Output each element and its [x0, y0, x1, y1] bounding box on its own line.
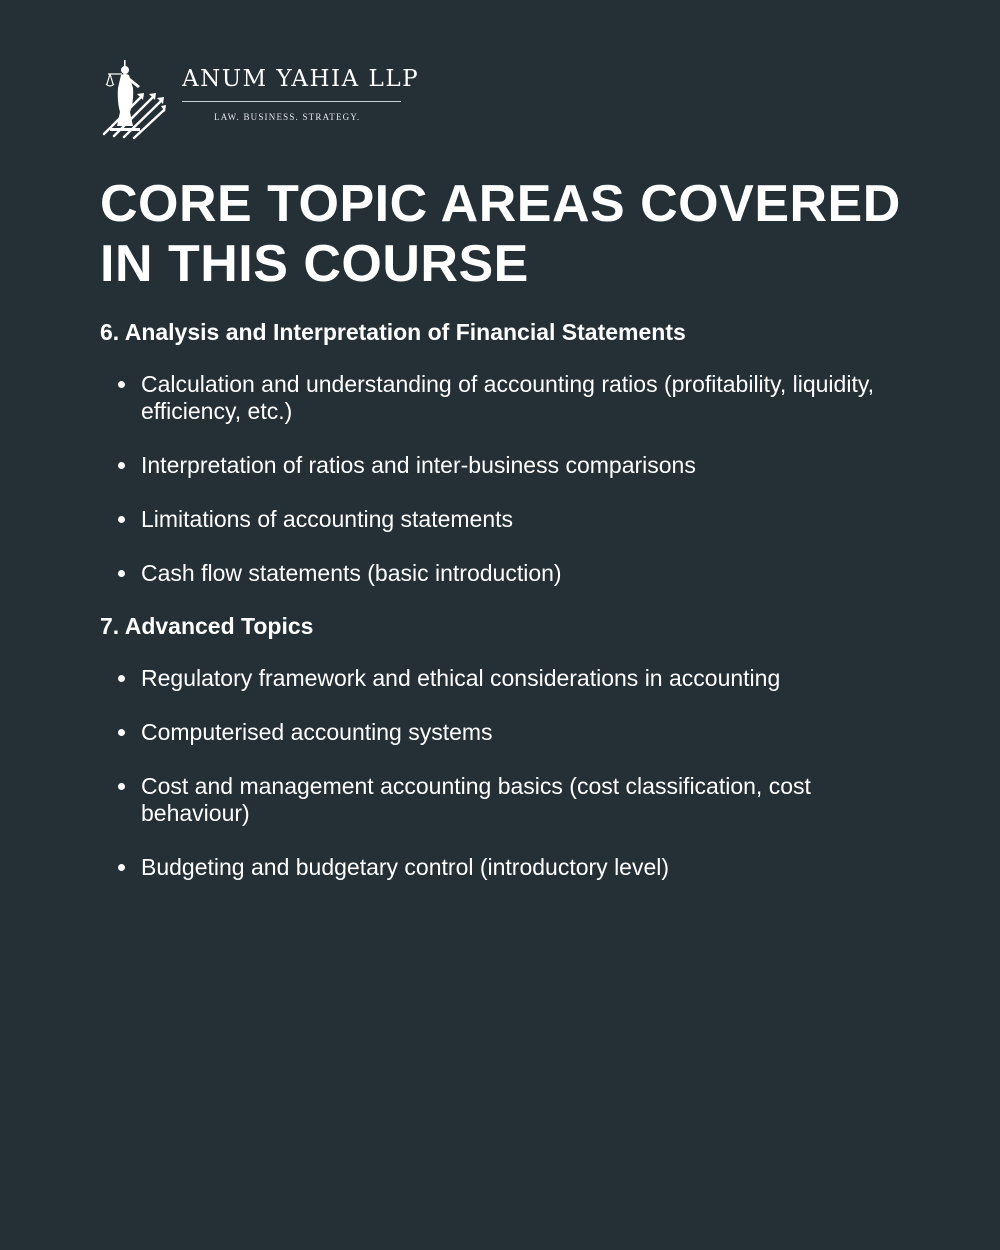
bullet-icon	[118, 516, 125, 523]
page-title: CORE TOPIC AREAS COVERED IN THIS COURSE	[100, 175, 901, 293]
topic-sections	[100, 317, 920, 905]
list-item	[100, 719, 920, 746]
list-item-text: Calculation and understanding of accounting ratios (profitability, liquidity, efficiency, etc.)	[141, 371, 875, 424]
topic-list	[100, 665, 920, 881]
brand-name: ANUM YAHIA LLP	[182, 66, 420, 92]
list-item-text: Interpretation of ratios and inter-business comparisons	[141, 452, 696, 478]
list-item	[100, 452, 920, 479]
brand-divider	[182, 101, 401, 102]
lady-justice-arrows-icon	[100, 58, 166, 140]
topic-list	[100, 371, 920, 587]
list-item-text: Regulatory framework and ethical considerations in accounting	[141, 665, 781, 691]
bullet-icon	[118, 570, 125, 577]
bullet-icon	[118, 462, 125, 469]
list-item	[100, 371, 920, 425]
list-item	[100, 773, 920, 827]
bullet-icon	[118, 864, 125, 871]
list-item-text: Limitations of accounting statements	[141, 506, 514, 532]
list-item-text: Budgeting and budgetary control (introductory level)	[141, 854, 670, 880]
list-item	[100, 560, 920, 587]
brand-logo	[100, 58, 420, 142]
section-heading: 6. Analysis and Interpretation of Financial Statements	[100, 319, 686, 345]
brand-tagline: LAW. BUSINESS. STRATEGY.	[214, 112, 361, 122]
list-item-text: Computerised accounting systems	[141, 719, 493, 745]
list-item-text: Cost and management accounting basics (cost classification, cost behaviour)	[141, 773, 811, 826]
bullet-icon	[118, 675, 125, 682]
bullet-icon	[118, 783, 125, 790]
list-item	[100, 854, 920, 881]
list-item	[100, 506, 920, 533]
list-item	[100, 665, 920, 692]
section-heading: 7. Advanced Topics	[100, 613, 314, 639]
bullet-icon	[118, 381, 125, 388]
list-item-text: Cash flow statements (basic introduction)	[141, 560, 562, 586]
bullet-icon	[118, 729, 125, 736]
